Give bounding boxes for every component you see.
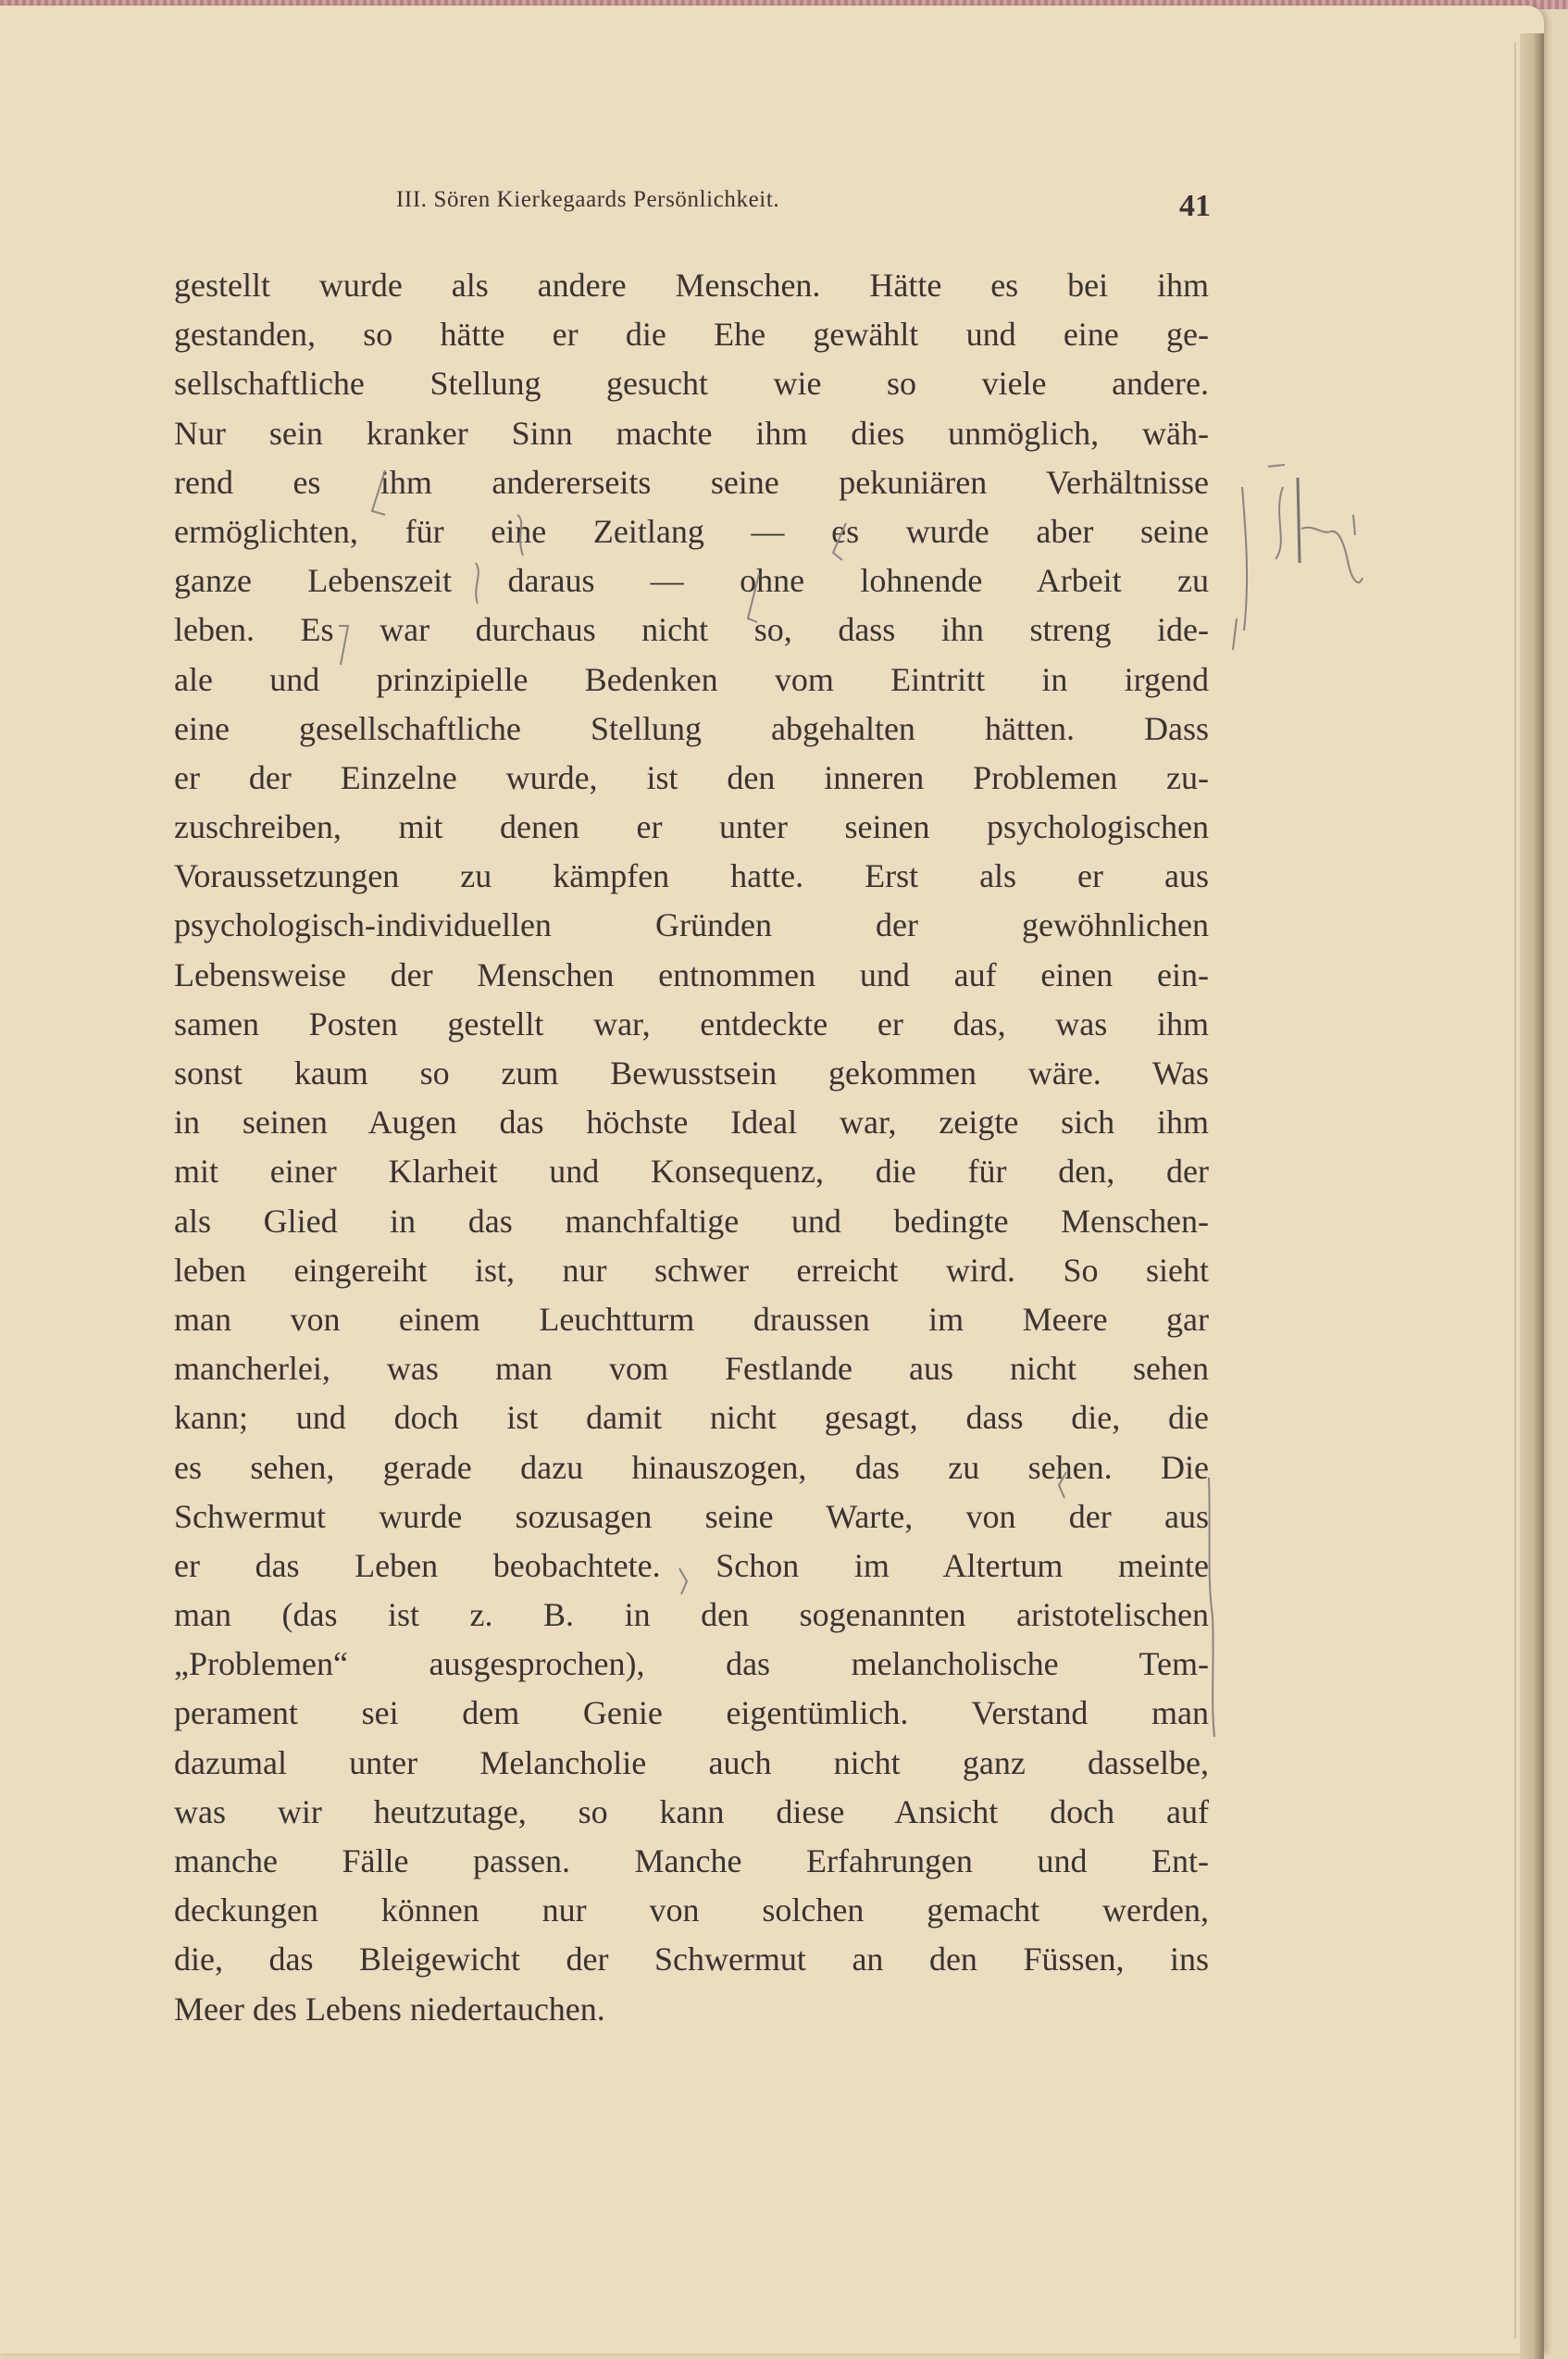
text-line: kann; und doch ist damit nicht gesagt, dass die, die xyxy=(174,1399,1209,1437)
text-line: als Glied in das manchfaltige und bedingte Menschen- xyxy=(174,1202,1209,1240)
running-title: III. Sören Kierkegaards Persönlichkeit. xyxy=(396,187,780,212)
text-line: die, das Bleigewicht der Schwermut an den Füssen, ins xyxy=(174,1941,1209,1978)
body-paragraph xyxy=(174,261,1209,2034)
page-number: 41 xyxy=(1179,189,1211,223)
text-line: man (das ist z. B. in den sogenannten aristotelischen xyxy=(174,1596,1209,1634)
text-line: samen Posten gestellt war, entdeckte er das, was ihm xyxy=(174,1005,1209,1042)
text-line: perament sei dem Genie eigentümlich. Verstand man xyxy=(174,1694,1209,1732)
text-line: rend es ihm andererseits seine pekuniären Verhältnisse xyxy=(174,463,1209,501)
text-line: Meer des Lebens niedertauchen. xyxy=(174,1990,605,2028)
text-line: mancherlei, was man vom Festlande aus nicht sehen xyxy=(174,1350,1209,1388)
text-line: zuschreiben, mit denen er unter seinen psychologischen xyxy=(174,808,1209,846)
text-line: ermöglichten, für eine Zeitlang — es wurde aber seine xyxy=(174,512,1209,550)
text-line: in seinen Augen das höchste Ideal war, zeigte sich ihm xyxy=(174,1104,1209,1142)
book-page xyxy=(0,6,1544,2353)
page-edge-line xyxy=(1514,43,1516,2339)
text-line: dazumal unter Melancholie auch nicht ganz dasselbe, xyxy=(174,1743,1209,1781)
text-line: leben. Es war durchaus nicht so, dass ihn streng ide- xyxy=(174,611,1209,649)
text-line: manche Fälle passen. Manche Erfahrungen und Ent- xyxy=(174,1842,1209,1879)
running-head xyxy=(396,187,1211,233)
text-line: man von einem Leuchtturm draussen im Meere gar xyxy=(174,1300,1209,1338)
page-fore-edge xyxy=(1520,33,1544,2359)
text-line: deckungen können nur von solchen gemacht werden, xyxy=(174,1891,1209,1929)
text-line: sonst kaum so zum Bewusstsein gekommen wäre. Was xyxy=(174,1055,1209,1092)
text-line: es sehen, gerade dazu hinauszogen, das zu sehen. Die xyxy=(174,1448,1209,1486)
text-line: was wir heutzutage, so kann diese Ansicht doch auf xyxy=(174,1792,1209,1830)
text-line: Lebensweise der Menschen entnommen und auf einen ein- xyxy=(174,955,1209,993)
text-line: ale und prinzipielle Bedenken vom Eintritt in irgend xyxy=(174,660,1209,698)
text-line: Nur sein kranker Sinn machte ihm dies unmöglich, wäh- xyxy=(174,414,1209,452)
text-line: gestanden, so hätte er die Ehe gewählt und eine ge- xyxy=(174,316,1209,354)
text-line: eine gesellschaftliche Stellung abgehalten hätten. Dass xyxy=(174,709,1209,747)
pencil-bracket-annotation xyxy=(1222,459,1370,640)
text-line: „Problemen“ ausgesprochen), das melancholische Tem- xyxy=(174,1645,1209,1683)
text-line: psychologisch-individuellen Gründen der gewöhnlichen xyxy=(174,906,1209,944)
text-line: ganze Lebenszeit daraus — ohne lohnende Arbeit zu xyxy=(174,562,1209,600)
text-line: leben eingereiht ist, nur schwer erreicht wird. So sieht xyxy=(174,1251,1209,1289)
text-line: Schwermut wurde sozusagen seine Warte, von der aus xyxy=(174,1497,1209,1535)
text-line: mit einer Klarheit und Konsequenz, die für den, der xyxy=(174,1153,1209,1191)
text-line: gestellt wurde als andere Menschen. Hätte es bei ihm xyxy=(174,267,1209,304)
pencil-tick-mark xyxy=(1231,617,1250,658)
text-line: Voraussetzungen zu kämpfen hatte. Erst als er aus xyxy=(174,857,1209,895)
text-line: er der Einzelne wurde, ist den inneren Problemen zu- xyxy=(174,758,1209,796)
text-line: sellschaftliche Stellung gesucht wie so viele andere. xyxy=(174,365,1209,403)
text-line: er das Leben beobachtete. Schon im Altertum meinte xyxy=(174,1546,1209,1584)
